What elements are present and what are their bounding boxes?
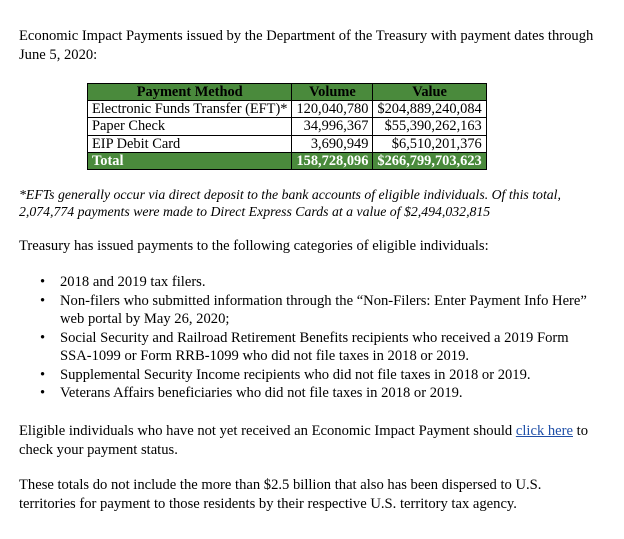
list-item: [19, 384, 600, 403]
bullet-icon: •: [40, 366, 46, 383]
table-row: [88, 101, 487, 118]
table-row: [88, 118, 487, 135]
bullet-icon: •: [40, 329, 46, 346]
eligibility-paragraph: [19, 422, 600, 459]
eligibility-text-before: Eligible individuals who have not yet received an Economic Impact Payment should: [19, 423, 516, 439]
bullet-icon: •: [40, 385, 46, 401]
list-item-text: Supplemental Security Income recipients who did not file taxes in 2018 or 2019.: [60, 366, 531, 383]
row-volume: 34,996,367: [292, 118, 373, 135]
bullet-icon: •: [40, 292, 46, 309]
row-volume: 3,690,949: [292, 135, 373, 152]
territories-paragraph: These totals do not include the more than $2.5 billion that also has been dispersed to U.S. territories for payment to those residents by their respective U.S. territory tax agency.: [19, 477, 542, 512]
row-method: Paper Check: [88, 118, 292, 135]
header-volume: Volume: [292, 84, 373, 101]
categories-list: [19, 273, 600, 403]
row-method: EIP Debit Card: [88, 135, 292, 152]
list-item-text: Veterans Affairs beneficiaries who did not file taxes in 2018 or 2019.: [60, 385, 463, 401]
list-item-text: Social Security and Railroad Retirement Benefits recipients who received a 2019 Form SSA-1099 or Form RRB-1099 who did not file taxes in 2018 or 2019.: [60, 329, 569, 364]
row-method: Electronic Funds Transfer (EFT)*: [88, 101, 292, 118]
row-value: $6,510,201,376: [373, 135, 486, 152]
header-payment-method: Payment Method: [88, 84, 292, 101]
list-item: [19, 366, 600, 385]
table-total-row: [88, 152, 487, 169]
list-item-text: 2018 and 2019 tax filers.: [60, 274, 206, 290]
total-label: Total: [88, 152, 292, 169]
click-here-link[interactable]: click here: [515, 423, 573, 439]
row-value: $55,390,262,163: [373, 118, 486, 135]
row-volume: 120,040,780: [292, 101, 373, 118]
eligibility-text-after: to check your payment status.: [19, 423, 588, 458]
list-item: [19, 329, 600, 366]
categories-intro: Treasury has issued payments to the following categories of eligible individuals:: [19, 238, 489, 254]
payments-table: [87, 83, 487, 170]
bullet-icon: •: [40, 274, 46, 290]
row-value: $204,889,240,084: [373, 101, 486, 118]
total-volume: 158,728,096: [292, 152, 373, 169]
header-value: Value: [373, 84, 486, 101]
table-header-row: [88, 84, 487, 101]
list-item-text: Non-filers who submitted information through the “Non-Filers: Enter Payment Info Here” web portal by May 26, 2020;: [60, 292, 587, 327]
list-item: [19, 273, 600, 292]
eft-footnote: *EFTs generally occur via direct deposit to the bank accounts of eligible individuals. Of this total, 2,074,774 payments were made to Direct Express Cards at a value of $2,494,032,815: [19, 187, 561, 219]
table-row: [88, 135, 487, 152]
list-item: [19, 292, 600, 329]
total-value: $266,799,703,623: [373, 152, 486, 169]
intro-paragraph: Economic Impact Payments issued by the Department of the Treasury with payment dates through June 5, 2020:: [19, 28, 594, 63]
